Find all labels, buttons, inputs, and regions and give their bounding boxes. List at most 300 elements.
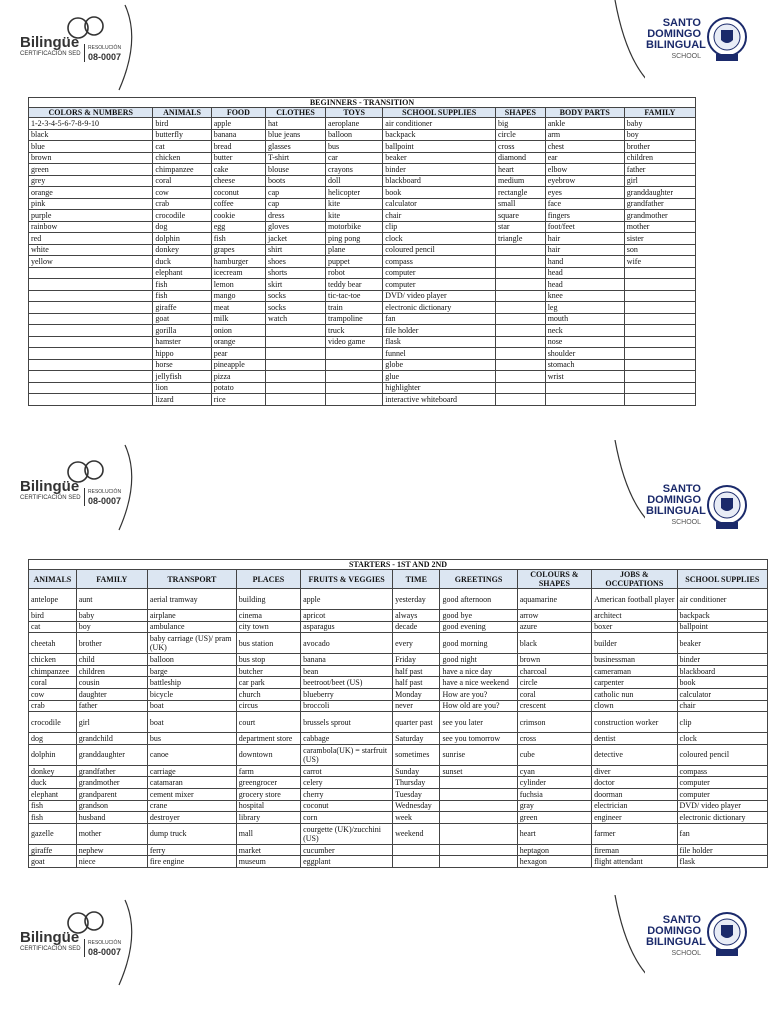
table-cell: rice xyxy=(211,394,265,406)
table-row xyxy=(29,856,768,868)
table-row xyxy=(29,279,696,291)
table-cell: ballpoint xyxy=(677,621,767,633)
table-cell: dog xyxy=(29,733,77,745)
table-cell xyxy=(624,394,695,406)
table-cell: fish xyxy=(29,812,77,824)
table-cell: brown xyxy=(517,654,591,666)
table-cell: Monday xyxy=(393,688,440,700)
table-row xyxy=(29,712,768,733)
table-row xyxy=(29,348,696,360)
table-row xyxy=(29,118,696,130)
table-cell xyxy=(326,348,383,360)
table-cell: airplane xyxy=(147,610,236,622)
table-cell xyxy=(29,359,153,371)
table-cell: medium xyxy=(496,175,546,187)
table-cell: green xyxy=(517,812,591,824)
table-cell: T-shirt xyxy=(266,152,326,164)
table-cell: doorman xyxy=(592,788,677,800)
table-cell: shorts xyxy=(266,267,326,279)
table-cell xyxy=(624,382,695,394)
table-cell xyxy=(393,856,440,868)
decorative-curve-left xyxy=(95,440,155,560)
table-cell xyxy=(266,325,326,337)
table-cell: wife xyxy=(624,256,695,268)
table-cell: aeroplane xyxy=(326,118,383,130)
table-cell: butterfly xyxy=(153,129,211,141)
table-cell: beaker xyxy=(383,152,496,164)
table-cell: court xyxy=(236,712,300,733)
sdbs-name: SANTO DOMINGO BILINGUAL SCHOOL xyxy=(646,914,706,957)
table-cell xyxy=(326,382,383,394)
table-cell: corn xyxy=(301,812,393,824)
table-cell xyxy=(496,302,546,314)
table-row xyxy=(29,844,768,856)
column-header: TOYS xyxy=(326,108,383,118)
table-cell: gloves xyxy=(266,221,326,233)
table-cell: girl xyxy=(624,175,695,187)
table-cell: cake xyxy=(211,164,265,176)
table-cell: elbow xyxy=(545,164,624,176)
table-cell xyxy=(29,382,153,394)
table-cell: fuchsia xyxy=(517,788,591,800)
column-header: GREETINGS xyxy=(440,570,517,589)
table-cell: stomach xyxy=(545,359,624,371)
table-cell xyxy=(496,279,546,291)
table-cell: tic-tac-toe xyxy=(326,290,383,302)
table-cell xyxy=(29,348,153,360)
table-cell: rainbow xyxy=(29,221,153,233)
column-header: CLOTHES xyxy=(266,108,326,118)
table-cell: bread xyxy=(211,141,265,153)
table-cell: cube xyxy=(517,744,591,765)
column-header: ANIMALS xyxy=(29,570,77,589)
table-cell: crab xyxy=(153,198,211,210)
table-cell: blueberry xyxy=(301,688,393,700)
table-cell: truck xyxy=(326,325,383,337)
table-cell: knee xyxy=(545,290,624,302)
table-row xyxy=(29,325,696,337)
table-cell xyxy=(496,371,546,383)
decorative-curve-left xyxy=(95,895,155,1015)
table-cell xyxy=(496,394,546,406)
table-cell: boat xyxy=(147,700,236,712)
table-cell: flask xyxy=(677,856,767,868)
table-cell: bird xyxy=(29,610,77,622)
column-header: FAMILY xyxy=(76,570,147,589)
table-cell: cyan xyxy=(517,765,591,777)
table-cell: heptagon xyxy=(517,844,591,856)
table-cell: carambola(UK) = starfruit (US) xyxy=(301,744,393,765)
table-cell: granddaughter xyxy=(76,744,147,765)
table-title: BEGINNERS - TRANSITION xyxy=(29,98,696,108)
table-cell: donkey xyxy=(29,765,77,777)
table-cell: sunrise xyxy=(440,744,517,765)
table-cell xyxy=(440,800,517,812)
table-cell: elephant xyxy=(29,788,77,800)
table-cell: half past xyxy=(393,677,440,689)
table-row xyxy=(29,152,696,164)
table-cell: head xyxy=(545,279,624,291)
table-cell: fish xyxy=(153,279,211,291)
table-cell: donkey xyxy=(153,244,211,256)
column-header: PLACES xyxy=(236,570,300,589)
table-cell: crocodile xyxy=(29,712,77,733)
table-row xyxy=(29,800,768,812)
table-cell: mango xyxy=(211,290,265,302)
table-cell: egg xyxy=(211,221,265,233)
table-cell xyxy=(266,394,326,406)
table-cell: hamster xyxy=(153,336,211,348)
table-cell: carrot xyxy=(301,765,393,777)
table-cell: cap xyxy=(266,187,326,199)
table-cell: giraffe xyxy=(29,844,77,856)
table-cell: duck xyxy=(153,256,211,268)
table-cell: dolphin xyxy=(153,233,211,245)
table-cell: elephant xyxy=(153,267,211,279)
table-cell: meat xyxy=(211,302,265,314)
table-cell: ankle xyxy=(545,118,624,130)
table-cell: daughter xyxy=(76,688,147,700)
table-cell: small xyxy=(496,198,546,210)
table-cell: globe xyxy=(383,359,496,371)
table-row xyxy=(29,589,768,610)
table-cell: heart xyxy=(517,823,591,844)
table-cell: nose xyxy=(545,336,624,348)
table-cell: bean xyxy=(301,665,393,677)
table-cell: flask xyxy=(383,336,496,348)
table-cell: see you tomorrow xyxy=(440,733,517,745)
table-cell: teddy bear xyxy=(326,279,383,291)
table-cell: onion xyxy=(211,325,265,337)
table-cell: neck xyxy=(545,325,624,337)
table-cell: bus stop xyxy=(236,654,300,666)
table-cell: building xyxy=(236,589,300,610)
table-cell xyxy=(440,844,517,856)
table-cell: lizard xyxy=(153,394,211,406)
table-cell: cow xyxy=(153,187,211,199)
table-cell xyxy=(496,313,546,325)
table-cell xyxy=(624,325,695,337)
table-cell: hair xyxy=(545,233,624,245)
table-cell: cross xyxy=(517,733,591,745)
table-cell: crocodile xyxy=(153,210,211,222)
table-cell: chair xyxy=(677,700,767,712)
table-cell: fish xyxy=(29,800,77,812)
table-cell: grandfather xyxy=(76,765,147,777)
column-header: TRANSPORT xyxy=(147,570,236,589)
table-cell: coral xyxy=(153,175,211,187)
bilingue-text: Bilingüe xyxy=(20,478,80,495)
table-cell: carpenter xyxy=(592,677,677,689)
table-cell: fish xyxy=(153,290,211,302)
table-cell: cheetah xyxy=(29,633,77,654)
table-cell: crab xyxy=(29,700,77,712)
table-cell xyxy=(393,844,440,856)
table-cell: cherry xyxy=(301,788,393,800)
table-cell: downtown xyxy=(236,744,300,765)
table-cell: lion xyxy=(153,382,211,394)
table-cell: fire engine xyxy=(147,856,236,868)
table-cell: jellyfish xyxy=(153,371,211,383)
school-crest-icon xyxy=(706,911,748,957)
certificacion-text: CERTIFICACIÓN SED xyxy=(20,51,81,57)
column-header: TIME xyxy=(393,570,440,589)
table-header-row xyxy=(29,570,768,589)
table-cell: hamburger xyxy=(211,256,265,268)
table-cell: mother xyxy=(624,221,695,233)
table-cell: nephew xyxy=(76,844,147,856)
table-cell: grandchild xyxy=(76,733,147,745)
table-cell: Sunday xyxy=(393,765,440,777)
table-cell: bus xyxy=(326,141,383,153)
table-row xyxy=(29,129,696,141)
table-cell: brother xyxy=(76,633,147,654)
table-cell: dress xyxy=(266,210,326,222)
table-cell: baby carriage (US)/ pram (UK) xyxy=(147,633,236,654)
table-cell: horse xyxy=(153,359,211,371)
table-row xyxy=(29,302,696,314)
table-cell: grocery store xyxy=(236,788,300,800)
table-row xyxy=(29,677,768,689)
table-cell xyxy=(440,777,517,789)
table-row xyxy=(29,313,696,325)
table-cell: courgette (UK)/zucchini (US) xyxy=(301,823,393,844)
sdbs-name: SANTO DOMINGO BILINGUAL SCHOOL xyxy=(646,17,706,60)
beginners-vocabulary-table xyxy=(28,97,696,406)
table-cell: hippo xyxy=(153,348,211,360)
table-cell xyxy=(496,267,546,279)
table-cell xyxy=(624,279,695,291)
table-cell: destroyer xyxy=(147,812,236,824)
column-header: SHAPES xyxy=(496,108,546,118)
school-crest-icon xyxy=(706,484,748,530)
table-cell: file holder xyxy=(677,844,767,856)
table-cell: pink xyxy=(29,198,153,210)
table-cell: compass xyxy=(383,256,496,268)
table-cell: mall xyxy=(236,823,300,844)
table-cell: good afternoon xyxy=(440,589,517,610)
table-cell: apple xyxy=(301,589,393,610)
table-cell: chimpanzee xyxy=(29,665,77,677)
table-cell: gazelle xyxy=(29,823,77,844)
table-cell xyxy=(440,812,517,824)
table-cell: coloured pencil xyxy=(677,744,767,765)
decorative-curve-right xyxy=(585,440,645,560)
table-cell: hospital xyxy=(236,800,300,812)
table-cell: apple xyxy=(211,118,265,130)
page-header-2 xyxy=(0,440,768,560)
table-cell: glasses xyxy=(266,141,326,153)
table-cell: car xyxy=(326,152,383,164)
table-cell: mother xyxy=(76,823,147,844)
table-cell: cousin xyxy=(76,677,147,689)
table-cell xyxy=(496,336,546,348)
table-cell: train xyxy=(326,302,383,314)
table-cell: decade xyxy=(393,621,440,633)
table-cell: pizza xyxy=(211,371,265,383)
table-cell: grandfather xyxy=(624,198,695,210)
table-cell: cucumber xyxy=(301,844,393,856)
table-cell: beetroot/beet (US) xyxy=(301,677,393,689)
table-cell: circle xyxy=(517,677,591,689)
table-cell xyxy=(266,359,326,371)
table-row xyxy=(29,744,768,765)
table-row xyxy=(29,233,696,245)
column-header: COLORS & NUMBERS xyxy=(29,108,153,118)
table-cell: good bye xyxy=(440,610,517,622)
table-cell: cat xyxy=(153,141,211,153)
table-cell: chicken xyxy=(153,152,211,164)
table-row xyxy=(29,733,768,745)
decorative-curve-right xyxy=(585,895,645,1015)
table-cell: socks xyxy=(266,290,326,302)
table-cell: museum xyxy=(236,856,300,868)
table-cell: coral xyxy=(517,688,591,700)
table-cell xyxy=(326,371,383,383)
table-cell: shirt xyxy=(266,244,326,256)
table-cell: husband xyxy=(76,812,147,824)
column-header: BODY PARTS xyxy=(545,108,624,118)
table-cell: computer xyxy=(677,777,767,789)
starters-vocabulary-table xyxy=(28,559,768,868)
table-cell: clip xyxy=(677,712,767,733)
table-cell: hexagon xyxy=(517,856,591,868)
table-cell xyxy=(624,371,695,383)
table-cell: cheese xyxy=(211,175,265,187)
bilingue-text: Bilingüe xyxy=(20,34,80,51)
table-cell: ferry xyxy=(147,844,236,856)
table-cell: never xyxy=(393,700,440,712)
table-cell: electrician xyxy=(592,800,677,812)
table-cell: plane xyxy=(326,244,383,256)
table-cell: brussels sprout xyxy=(301,712,393,733)
table-cell: boy xyxy=(76,621,147,633)
table-cell: broccoli xyxy=(301,700,393,712)
table-cell: fingers xyxy=(545,210,624,222)
column-header: COLOURS & SHAPES xyxy=(517,570,591,589)
table-cell: fan xyxy=(677,823,767,844)
table-row xyxy=(29,394,696,406)
table-cell: carriage xyxy=(147,765,236,777)
table-cell: yesterday xyxy=(393,589,440,610)
table-cell: blue jeans xyxy=(266,129,326,141)
table-cell: computer xyxy=(677,788,767,800)
table-cell: businessman xyxy=(592,654,677,666)
table-cell xyxy=(496,244,546,256)
table-cell: granddaughter xyxy=(624,187,695,199)
table-cell: half past xyxy=(393,665,440,677)
table-cell: coral xyxy=(29,677,77,689)
table-cell: ping pong xyxy=(326,233,383,245)
table-cell: compass xyxy=(677,765,767,777)
table-cell: cow xyxy=(29,688,77,700)
table-cell xyxy=(266,348,326,360)
table-cell: American football player xyxy=(592,589,677,610)
table-cell: eyes xyxy=(545,187,624,199)
table-cell: aquamarine xyxy=(517,589,591,610)
table-cell: father xyxy=(624,164,695,176)
table-cell: kite xyxy=(326,198,383,210)
table-cell: coconut xyxy=(301,800,393,812)
table-cell: sister xyxy=(624,233,695,245)
table-cell: black xyxy=(29,129,153,141)
table-cell: doll xyxy=(326,175,383,187)
table-cell: see you later xyxy=(440,712,517,733)
table-cell: balloon xyxy=(326,129,383,141)
table-cell: clock xyxy=(677,733,767,745)
table-cell: milk xyxy=(211,313,265,325)
table-cell: purple xyxy=(29,210,153,222)
table-cell: computer xyxy=(383,279,496,291)
table-cell: battleship xyxy=(147,677,236,689)
table-cell xyxy=(496,256,546,268)
table-cell: wrist xyxy=(545,371,624,383)
table-cell: fish xyxy=(211,233,265,245)
table-cell: good morning xyxy=(440,633,517,654)
table-cell: cookie xyxy=(211,210,265,222)
table-cell xyxy=(440,788,517,800)
table-cell: shoes xyxy=(266,256,326,268)
table-cell: cameraman xyxy=(592,665,677,677)
table-cell: boat xyxy=(147,712,236,733)
table-cell: foot/feet xyxy=(545,221,624,233)
table-cell xyxy=(624,290,695,302)
table-cell: hair xyxy=(545,244,624,256)
table-cell: helicopter xyxy=(326,187,383,199)
table-cell: grandmother xyxy=(76,777,147,789)
table-cell: red xyxy=(29,233,153,245)
table-cell: book xyxy=(383,187,496,199)
table-cell: girl xyxy=(76,712,147,733)
table-cell: child xyxy=(76,654,147,666)
table-cell: greengrocer xyxy=(236,777,300,789)
table-row xyxy=(29,256,696,268)
table-cell: pineapple xyxy=(211,359,265,371)
table-cell: aerial tramway xyxy=(147,589,236,610)
table-cell: orange xyxy=(29,187,153,199)
table-cell: eyebrow xyxy=(545,175,624,187)
table-cell: crane xyxy=(147,800,236,812)
table-cell: pear xyxy=(211,348,265,360)
table-cell xyxy=(496,359,546,371)
table-cell: circus xyxy=(236,700,300,712)
table-cell: chicken xyxy=(29,654,77,666)
table-cell xyxy=(266,382,326,394)
table-cell: binder xyxy=(383,164,496,176)
table-cell: arrow xyxy=(517,610,591,622)
table-cell: father xyxy=(76,700,147,712)
table-cell: Tuesday xyxy=(393,788,440,800)
table-cell: son xyxy=(624,244,695,256)
table-cell: 1-2-3-4-5-6-7-8-9-10 xyxy=(29,118,153,130)
table-cell: catholic nun xyxy=(592,688,677,700)
table-cell: fan xyxy=(383,313,496,325)
table-cell: antelope xyxy=(29,589,77,610)
table-cell: electronic dictionary xyxy=(677,812,767,824)
table-row xyxy=(29,371,696,383)
table-row xyxy=(29,823,768,844)
table-cell: lemon xyxy=(211,279,265,291)
table-cell: leg xyxy=(545,302,624,314)
table-cell: balloon xyxy=(147,654,236,666)
column-header: JOBS & OCCUPATIONS xyxy=(592,570,677,589)
table-cell: farmer xyxy=(592,823,677,844)
table-cell: orange xyxy=(211,336,265,348)
table-cell: banana xyxy=(211,129,265,141)
table-cell: eggplant xyxy=(301,856,393,868)
table-cell: library xyxy=(236,812,300,824)
table-cell: calculator xyxy=(383,198,496,210)
